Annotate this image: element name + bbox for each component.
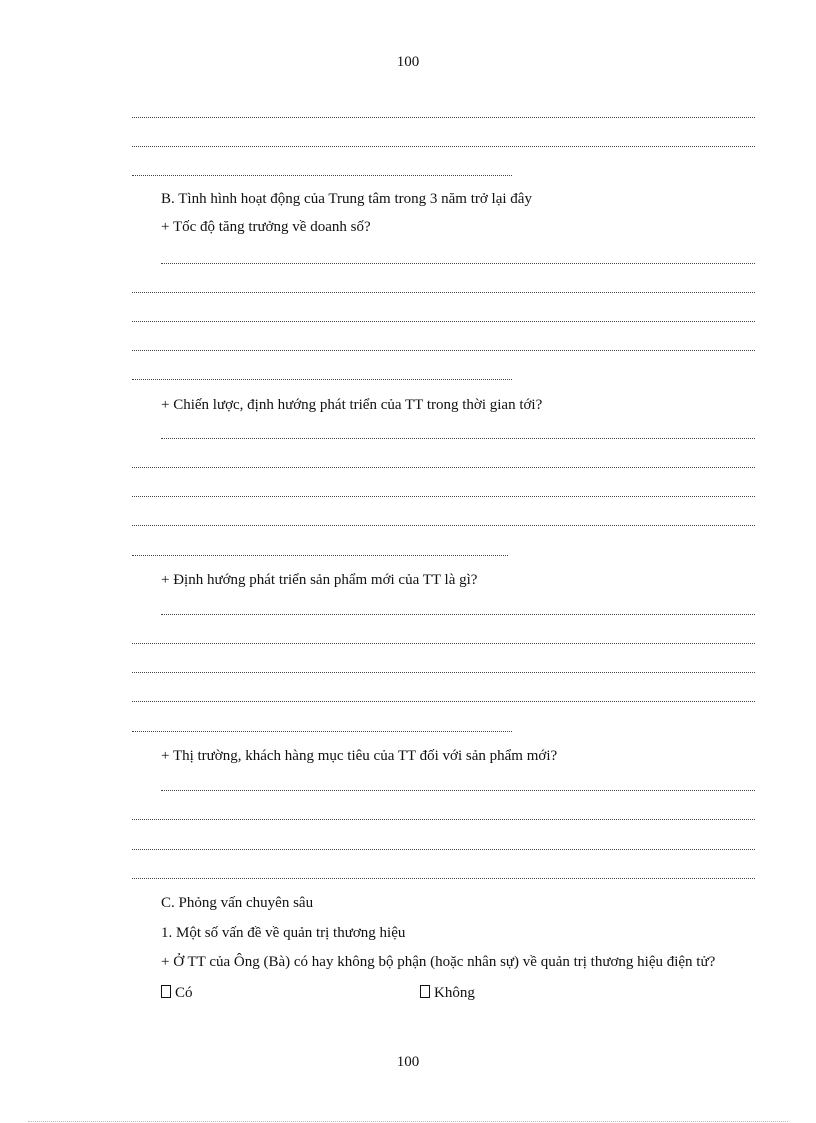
question-strategy: + Chiến lược, định hướng phát triển của TT trong thời gian tới? bbox=[161, 397, 543, 413]
answer-line bbox=[161, 614, 755, 615]
answer-line bbox=[132, 701, 755, 702]
answer-line bbox=[132, 878, 755, 879]
option-yes-label: Có bbox=[175, 985, 193, 1001]
checkbox-yes[interactable] bbox=[161, 985, 171, 998]
answer-line bbox=[161, 790, 755, 791]
answer-line bbox=[132, 849, 755, 850]
section-b-heading: B. Tình hình hoạt động của Trung tâm trong 3 năm trở lại đây bbox=[161, 191, 532, 207]
answer-line bbox=[132, 672, 755, 673]
question-new-product: + Định hướng phát triển sản phẩm mới của TT là gì? bbox=[161, 572, 478, 588]
page-number-bottom: 100 bbox=[396, 1054, 420, 1070]
question-brand-department: + Ở TT của Ông (Bà) có hay không bộ phận (hoặc nhân sự) về quản trị thương hiệu điện tử? bbox=[161, 954, 716, 970]
answer-line bbox=[132, 175, 512, 176]
answer-line bbox=[132, 350, 755, 351]
answer-line bbox=[132, 496, 755, 497]
answer-line bbox=[132, 525, 755, 526]
option-no-label: Không bbox=[434, 985, 475, 1001]
answer-line bbox=[132, 819, 755, 820]
answer-line bbox=[132, 555, 508, 556]
checkbox-no[interactable] bbox=[420, 985, 430, 998]
answer-line bbox=[132, 321, 755, 322]
question-revenue-growth: + Tốc độ tăng trưởng về doanh số? bbox=[161, 219, 371, 235]
answer-line bbox=[132, 146, 755, 147]
page-footer-divider bbox=[28, 1121, 788, 1122]
answer-line bbox=[132, 117, 755, 118]
answer-line bbox=[132, 643, 755, 644]
answer-line bbox=[132, 467, 755, 468]
page-number-top: 100 bbox=[396, 54, 420, 70]
answer-line bbox=[161, 263, 755, 264]
question-target-market: + Thị trường, khách hàng mục tiêu của TT đối với sản phẩm mới? bbox=[161, 748, 558, 764]
answer-line bbox=[132, 379, 512, 380]
answer-line bbox=[161, 438, 755, 439]
section-c-subheading: 1. Một số vấn đề về quản trị thương hiệu bbox=[161, 925, 406, 941]
answer-line bbox=[132, 292, 755, 293]
section-c-heading: C. Phỏng vấn chuyên sâu bbox=[161, 895, 314, 911]
option-yes[interactable] bbox=[161, 985, 193, 1002]
answer-line bbox=[132, 731, 512, 732]
option-no[interactable] bbox=[420, 985, 475, 1002]
